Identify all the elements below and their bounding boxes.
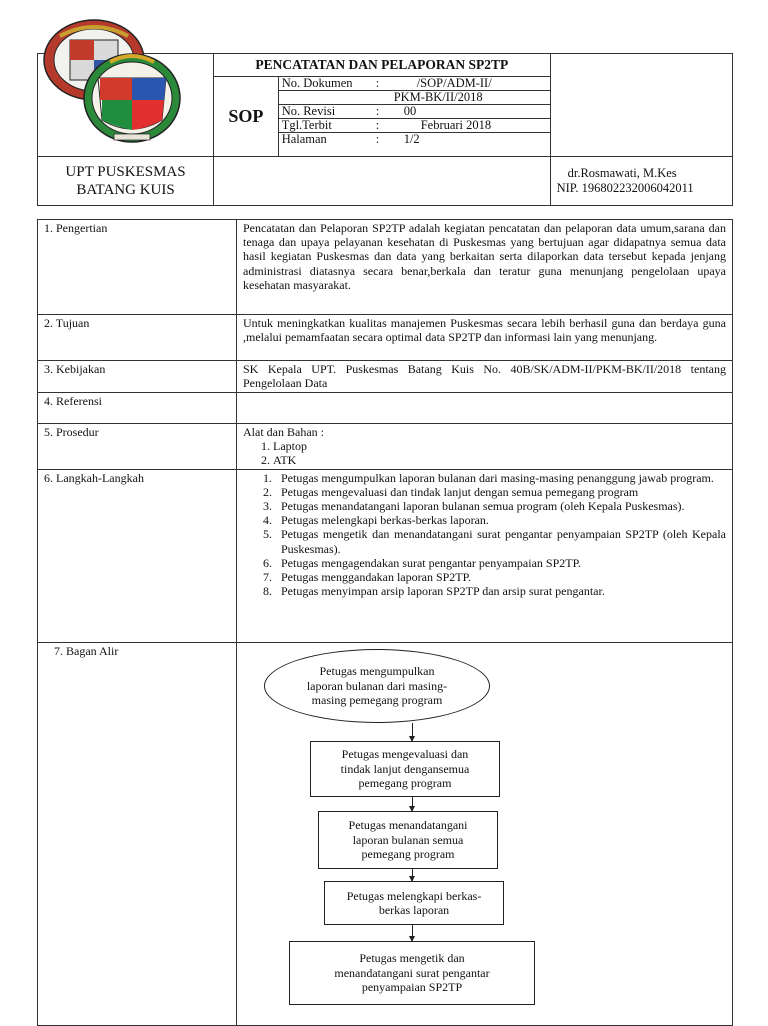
- flow-arrow-1: [412, 723, 413, 741]
- signer-nip: NIP. 196802232006042011: [556, 181, 694, 195]
- puskesmas-emblem-icon: [80, 50, 184, 146]
- section-label: 1. Pengertian: [38, 220, 237, 315]
- tools-list: [243, 439, 726, 467]
- list-item: 6. Petugas mengagendakan surat pengantar penyampaian SP2TP.: [275, 556, 726, 570]
- section-label: 7. Bagan Alir: [38, 642, 237, 1025]
- list-item: 5. Petugas mengetik dan menandatangani surat pengantar penyampaian SP2TP (oleh Kepala Puskesmas).: [275, 527, 726, 555]
- list-item: 1. Petugas mengumpulkan laporan bulanan dari masing-masing penanggung jawab program.: [275, 471, 726, 485]
- meta-row: No. Dokumen : /SOP/ADM-II/: [279, 77, 550, 91]
- signer-block: [550, 157, 732, 206]
- sop-label: SOP: [214, 77, 279, 157]
- list-item: 8. Petugas menyimpan arsip laporan SP2TP dan arsip surat pengantar.: [275, 584, 726, 598]
- flow-node-type-sign: Petugas mengetik dan menandatangani surat pengantar penyampaian SP2TP: [289, 941, 535, 1005]
- section-label: 2. Tujuan: [38, 315, 237, 361]
- section-prosedur: [38, 424, 733, 470]
- section-text: [237, 393, 733, 424]
- signer-name: dr.Rosmawati, M.Kes: [567, 166, 677, 180]
- section-text: [237, 469, 733, 642]
- flow-arrow-2: [412, 797, 413, 811]
- section-label: 3. Kebijakan: [38, 361, 237, 393]
- list-item: 3. Petugas menandatangani laporan bulanan semua program (oleh Kepala Puskesmas).: [275, 499, 726, 513]
- flow-node-sign: Petugas menandatangani laporan bulanan semua pemegang program: [318, 811, 498, 869]
- flow-arrow-4: [412, 925, 413, 941]
- list-item: 7. Petugas menggandakan laporan SP2TP.: [275, 570, 726, 584]
- document-meta: [279, 77, 550, 146]
- list-item: 4. Petugas melengkapi berkas-berkas laporan.: [275, 513, 726, 527]
- stamp-cell: [550, 54, 732, 157]
- flow-node-evaluate: Petugas mengevaluasi dan tindak lanjut dengansemua pemegang program: [310, 741, 500, 797]
- section-label: 6. Langkah-Langkah: [38, 469, 237, 642]
- section-label: 5. Prosedur: [38, 424, 237, 470]
- section-pengertian: [38, 220, 733, 315]
- section-langkah: [38, 469, 733, 642]
- section-text: Untuk meningkatkan kualitas manajemen Puskesmas secara lebih berhasil guna dan berdaya guna ,melalui pemamfaatan secara optimal data SP2TP dan informasi lain yang menunjang.: [237, 315, 733, 361]
- list-item: 2. Petugas mengevaluasi dan tindak lanjut dengan semua pemegang program: [275, 485, 726, 499]
- section-label: 4. Referensi: [38, 393, 237, 424]
- document-title: PENCATATAN DAN PELAPORAN SP2TP: [214, 54, 551, 77]
- section-kebijakan: [38, 361, 733, 393]
- section-tujuan: [38, 315, 733, 361]
- organization-name: UPT PUSKESMAS BATANG KUIS: [38, 157, 214, 206]
- flow-node-complete: Petugas melengkapi berkas- berkas laporan: [324, 881, 504, 925]
- meta-row: PKM-BK/II/2018: [279, 91, 550, 105]
- section-text: SK Kepala UPT. Puskesmas Batang Kuis No. 40B/SK/ADM-II/PKM-BK/II/2018 tentang Pengelolaan Data: [237, 361, 733, 393]
- blank-cell: [214, 157, 551, 206]
- document-meta-cell: [278, 77, 550, 157]
- flow-arrow-3: [412, 869, 413, 881]
- list-item: 1. Laptop: [273, 439, 726, 453]
- meta-row: No. Revisi : 00: [279, 105, 550, 119]
- section-text: Alat dan Bahan : 1. Laptop 2. ATK: [237, 424, 733, 470]
- steps-list: [243, 471, 726, 599]
- flow-node-collect: Petugas mengumpulkan laporan bulanan dari masing- masing pemegang program: [264, 649, 490, 723]
- meta-row: Tgl.Terbit : Februari 2018: [279, 119, 550, 133]
- section-referensi: [38, 393, 733, 424]
- meta-row: Halaman : 1/2: [281, 132, 420, 146]
- list-item: 2. ATK: [273, 453, 726, 467]
- section-text: Pencatatan dan Pelaporan SP2TP adalah kegiatan pencatatan dan pelaporan data umum,sarana dan tenaga dan upaya pelayanan kesehatan di Puskesmas yang bertujuan agar didapatnya semua data hasil kegiatan Puskesmas dan data yang berkaitan serta dilaporkan data tersebut kepada jenjang administrasi diatasnya secara benar,berkala dan teratur guna menunjang pengelolaan upaya kesehatan masyarakat.: [237, 220, 733, 315]
